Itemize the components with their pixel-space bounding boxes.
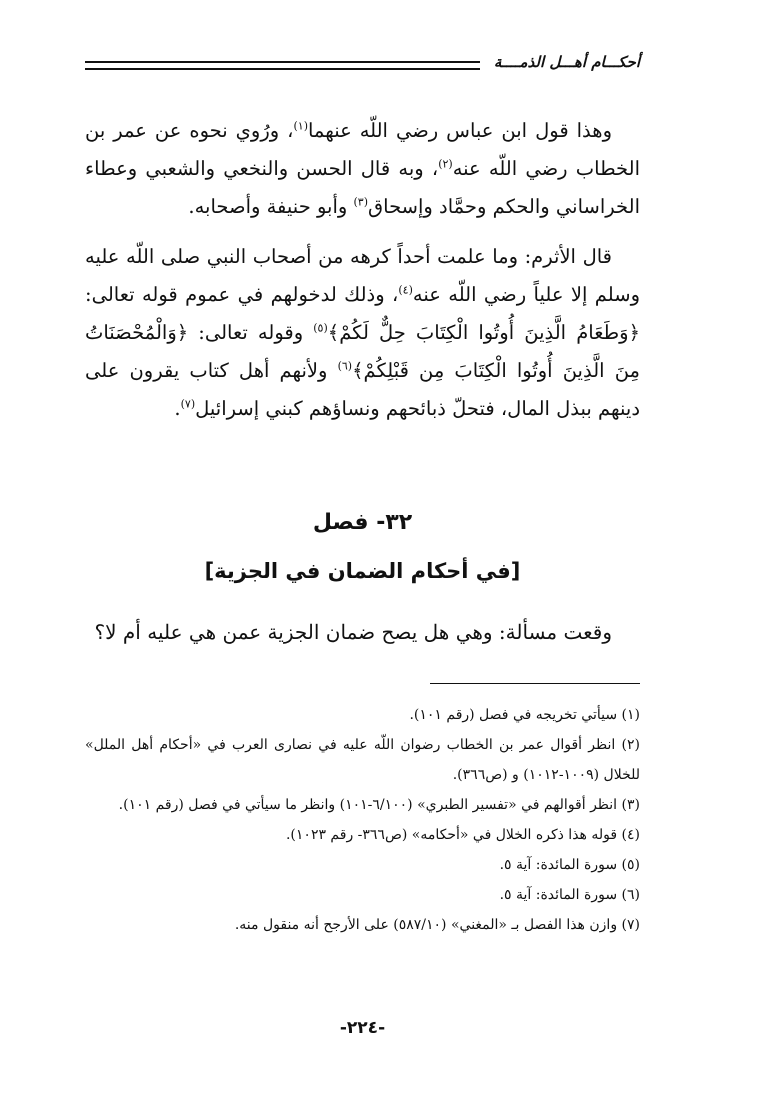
section-number: ٣٢- فصل bbox=[312, 510, 413, 535]
paragraph-2-text: قال الأثرم: وما علمت أحداً كرهه من أصحاب النبي صلى اللّه عليه وسلم إلا علياً رضي اللّه عنه bbox=[85, 245, 640, 306]
footnote-4: (٤) قوله هذا ذكره الخلال في «أحكامه» (ص٣٦٦- رقم ١٠٢٣). bbox=[285, 827, 640, 843]
running-header bbox=[85, 52, 640, 76]
footnote-5: (٥) سورة المائدة: آية ٥. bbox=[499, 857, 640, 873]
header-double-rule bbox=[85, 61, 480, 70]
footnotes bbox=[85, 700, 640, 940]
paragraph-2-text: وقوله تعالى: ﴿وَالْمُحْصَنَاتُ مِنَ الَّذِينَ أُوتُوا الْكِتَابَ مِن قَبْلِكُمْ﴾ bbox=[85, 321, 640, 382]
paragraph-1-text: وهذا قول ابن عباس رضي اللّه عنهما bbox=[307, 119, 612, 142]
page-number: -٢٢٤- bbox=[339, 1018, 386, 1038]
running-header-title: أحكـــام أهـــل الذمــــة bbox=[493, 53, 640, 71]
footnote-7: (٧) وازن هذا الفصل بـ «المغني» (٥٨٧/١٠) على الأرجح أنه منقول منه. bbox=[234, 917, 640, 933]
paragraph-2 bbox=[85, 238, 640, 428]
footnote-ref-7[interactable]: (٧) bbox=[180, 397, 196, 411]
paragraph-2-text: ، وذلك لدخولهم في عموم قوله تعالى: ﴿وَطَعَامُ الَّذِينَ أُوتُوا الْكِتَابَ حِلٌّ لَكُمْ﴾ bbox=[85, 283, 640, 344]
footnote-6: (٦) سورة المائدة: آية ٥. bbox=[499, 887, 640, 903]
footnote-2: (٢) انظر أقوال عمر بن الخطاب رضوان اللّه عليه في نصارى العرب في «أحكام أهل الملل» للخلال (١٠٠٩-١٠١٢) و (ص٣٦٦). bbox=[85, 737, 640, 783]
paragraph-2-text: ولأنهم أهل كتاب يقرون على دينهم ببذل المال، فتحلّ ذبائحهم ونساؤهم كبني إسرائيل bbox=[85, 359, 640, 420]
question-paragraph: وقعت مسألة: وهي هل يصح ضمان الجزية عمن هي عليه أم لا؟ bbox=[94, 620, 612, 644]
footnote-ref-1[interactable]: (١) bbox=[293, 119, 308, 133]
footnote-ref-2[interactable]: (٢) bbox=[438, 157, 453, 171]
footnote-ref-6[interactable]: (٦) bbox=[337, 359, 353, 373]
paragraph-2-text: . bbox=[174, 397, 181, 420]
footnote-ref-4[interactable]: (٤) bbox=[398, 283, 413, 297]
footnote-1: (١) سيأتي تخريجه في فصل (رقم ١٠١). bbox=[409, 707, 640, 723]
paragraph-1 bbox=[85, 112, 640, 226]
paragraph-1-text: ، ورُوي نحوه عن عمر بن الخطاب رضي اللّه عنه bbox=[85, 119, 641, 180]
footnote-ref-3[interactable]: (٣) bbox=[353, 195, 368, 209]
footnote-separator bbox=[430, 683, 640, 684]
footnote-3: (٣) انظر أقوالهم في «تفسير الطبري» (٦/١٠٠-١٠١) وانظر ما سيأتي في فصل (رقم ١٠١). bbox=[118, 797, 640, 813]
footnote-ref-5[interactable]: (٥) bbox=[313, 321, 328, 335]
section-title: [في أحكام الضمان في الجزية] bbox=[204, 559, 521, 583]
paragraph-1-text: وأبو حنيفة وأصحابه. bbox=[188, 195, 354, 218]
paragraph-1-text: ، وبه قال الحسن والنخعي والشعبي وعطاء الخراساني والحكم وحمَّاد وإسحاق bbox=[85, 157, 640, 218]
